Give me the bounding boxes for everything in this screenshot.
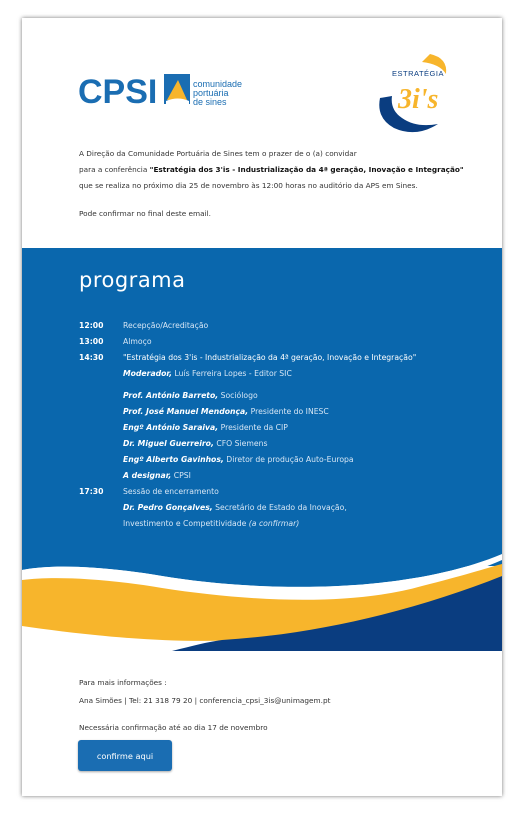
cpsi-logo (78, 70, 248, 110)
speaker-role: Presidente do INESC (248, 407, 329, 416)
speaker-name: Engº Alberto Gavinhos, (123, 455, 224, 464)
schedule-speaker (123, 420, 288, 436)
schedule-row (79, 366, 494, 382)
schedule-row (79, 436, 494, 452)
schedule-row (79, 334, 494, 350)
schedule-speaker (123, 404, 329, 420)
speaker-name: Dr. Miguel Guerreiro, (123, 439, 214, 448)
pending-note: (a confirmar) (248, 519, 300, 528)
programa-title: programa (79, 268, 186, 292)
schedule-row (79, 500, 494, 516)
intro-line-1: A Direção da Comunidade Portuária de Sines tem o prazer de o (a) convidar (79, 149, 357, 158)
intro-confirm-note: Pode confirmar no final deste email. (79, 209, 211, 218)
speaker-role: CFO Siemens (213, 439, 268, 448)
schedule-text: Recepção/Acreditação (123, 321, 209, 330)
schedule-text: "Estratégia dos 3'is - Industrialização da 4ª geração, Inovação e Integração" (123, 353, 417, 362)
email-card (22, 18, 502, 796)
schedule-time: 17:30 (79, 487, 104, 496)
schedule-row (79, 468, 494, 484)
estrategia-3is-logo (372, 48, 452, 136)
speaker-name: A designar, (123, 471, 172, 480)
schedule-row (79, 452, 494, 468)
contact-line: Ana Simões | Tel: 21 318 79 20 | conferencia_cpsi_3is@unimagem.pt (79, 696, 331, 705)
schedule-speaker (123, 436, 267, 452)
schedule-row (79, 350, 494, 366)
schedule-row (79, 318, 494, 334)
confirm-button[interactable]: confirme aqui (78, 740, 172, 771)
intro-line-2-prefix: para a conferência (79, 165, 150, 174)
intro-text (79, 146, 479, 222)
speaker-role: Luís Ferreira Lopes - Editor SIC (172, 369, 292, 378)
speaker-role: CPSI (171, 471, 191, 480)
schedule-speaker (123, 366, 292, 382)
footer-info (79, 674, 479, 737)
logo-3is-mark: 3i's (398, 84, 439, 115)
more-info-label: Para mais informações : (79, 678, 167, 687)
schedule-row (79, 388, 494, 404)
cpsi-logo-line1: comunidade (193, 79, 243, 89)
conference-title: "Estratégia dos 3'is - Industrialização da 4ª geração, Inovação e Integração" (149, 165, 464, 174)
speaker-role: Secretário de Estado da Inovação, (212, 503, 347, 512)
schedule-speaker (123, 452, 354, 468)
schedule-text: Almoço (123, 337, 152, 346)
speaker-name: Moderador, (123, 369, 172, 378)
speaker-role: Diretor de produção Auto-Europa (223, 455, 354, 464)
schedule-speaker (123, 500, 347, 516)
logo-estrategia-text: ESTRATÉGIA (392, 69, 444, 78)
intro-line-2 (79, 162, 479, 178)
decorative-waves (22, 536, 502, 651)
schedule-speaker (123, 388, 258, 404)
schedule-row (79, 484, 494, 500)
schedule (79, 318, 494, 532)
speaker-name: Dr. Pedro Gonçalves, (123, 503, 213, 512)
schedule-time: 13:00 (79, 337, 104, 346)
speaker-role: Investimento e Competitividade (123, 519, 249, 528)
cpsi-logo-acronym: CPSI (78, 73, 158, 110)
speaker-role: Sociólogo (218, 391, 258, 400)
speaker-name: Prof. António Barreto, (123, 391, 219, 400)
intro-line-3: que se realiza no próximo dia 25 de novembro às 12:00 horas no auditório da APS em Sines. (79, 181, 418, 190)
deadline-note: Necessária confirmação até ao dia 17 de novembro (79, 723, 268, 732)
schedule-text: Sessão de encerramento (123, 487, 219, 496)
schedule-row (79, 404, 494, 420)
speaker-name: Engº António Saraiva, (123, 423, 219, 432)
schedule-time: 14:30 (79, 353, 104, 362)
schedule-time: 12:00 (79, 321, 104, 330)
speaker-role: Presidente da CIP (218, 423, 288, 432)
cpsi-logo-line3: de sines (193, 97, 227, 107)
schedule-speaker (123, 468, 191, 484)
cpsi-logo-line2: portuária (193, 88, 229, 98)
schedule-speaker (123, 516, 299, 532)
schedule-row (79, 420, 494, 436)
speaker-name: Prof. José Manuel Mendonça, (123, 407, 249, 416)
schedule-row (79, 516, 494, 532)
